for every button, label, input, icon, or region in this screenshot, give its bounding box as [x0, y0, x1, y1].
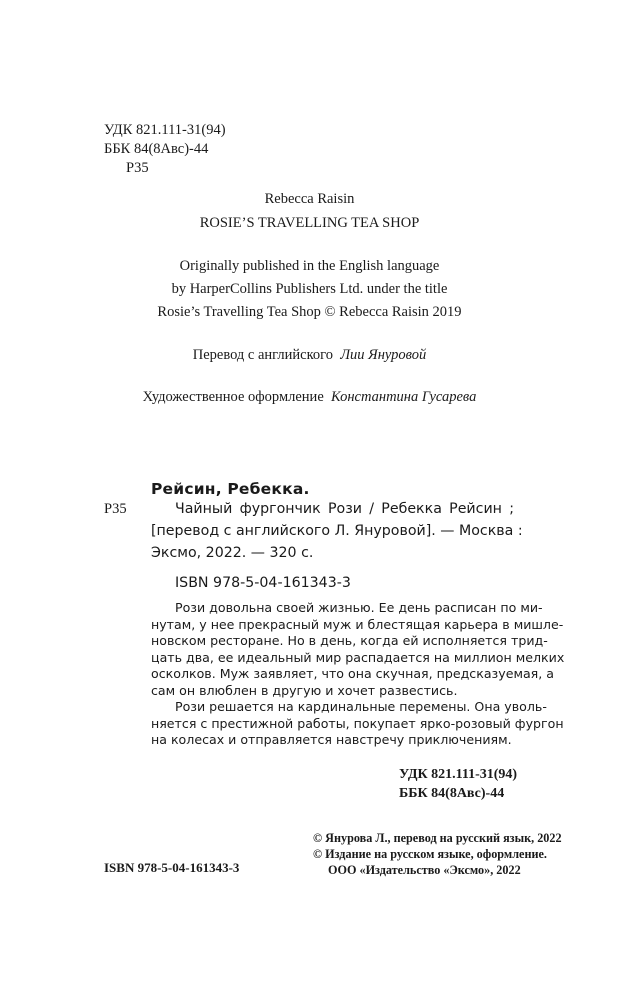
- bbk-code: ББК 84(8Авс)-44: [104, 141, 209, 157]
- translation-label: Перевод с английского: [192, 347, 333, 363]
- copyright-publisher: ООО «Издательство «Эксмо», 2022: [328, 863, 521, 877]
- copyright-translation: © Януровa Л., перевод на русский язык, 2022: [313, 831, 562, 845]
- published-line-1: Originally published in the English language: [179, 258, 440, 274]
- annotation-line-5: осколков. Муж заявляет, что она скучная, предсказуемая, а: [151, 666, 554, 681]
- annotation-line-8: няется с престижной работы, покупает ярко-розовый фургон: [151, 715, 564, 731]
- author-mark: Р35: [126, 160, 149, 176]
- design-credit: [0, 389, 619, 406]
- annotation-line-4: цать два, ее идеальный мир распадается на миллион мелких: [151, 649, 565, 665]
- catalog-line-3: Эксмо, 2022. — 320 с.: [151, 545, 314, 561]
- annotation-line-6: сам он влюблен в другую и хочет развестись.: [151, 682, 458, 698]
- annotation-line-3: новском ресторане. Но в день, когда ей исполняется трид-: [151, 633, 548, 648]
- published-line-2: by HarperCollins Publishers Ltd. under the title: [171, 281, 448, 297]
- udk-code: УДК 821.111-31(94): [104, 122, 226, 138]
- annotation-line-7: Рози решается на кардинальные перемены. Она уволь-: [175, 699, 547, 714]
- original-author: Rebecca Raisin: [264, 191, 355, 207]
- udk-code-bold: УДК 821.111-31(94): [399, 767, 518, 782]
- design-label: Художественное оформление: [142, 389, 324, 405]
- copyright-edition: © Издание на русском языке, оформление.: [313, 847, 547, 861]
- catalog-mark: Р35: [104, 501, 127, 517]
- catalog-line-1: Чайный фургончик Рози / Ребекка Рейсин ;: [175, 501, 514, 517]
- bbk-code-bold: ББК 84(8Авс)-44: [399, 786, 505, 801]
- catalog-isbn: ISBN 978-5-04-161343-3: [175, 575, 351, 591]
- translation-credit: [0, 347, 619, 364]
- designer-name: Константина Гусарева: [331, 389, 477, 405]
- original-title: ROSIE’S TRAVELLING TEA SHOP: [199, 215, 420, 231]
- catalog-line-2: [перевод с английского Л. Януровой]. — Москва :: [151, 523, 523, 539]
- annotation-line-9: на колесах и отправляется навстречу приключениям.: [151, 732, 512, 747]
- catalog-author-heading: Рейсин, Ребекка.: [151, 480, 310, 498]
- footer-isbn: ISBN 978-5-04-161343-3: [104, 860, 240, 875]
- published-line-3: Rosie’s Travelling Tea Shop © Rebecca Raisin 2019: [157, 304, 462, 320]
- annotation-line-2: нутам, у нее прекрасный муж и блестящая карьера в мишле-: [151, 616, 564, 632]
- translator-name: Лии Януровой: [340, 347, 427, 363]
- annotation-line-1: Рози довольна своей жизнью. Ее день расписан по ми-: [175, 600, 543, 615]
